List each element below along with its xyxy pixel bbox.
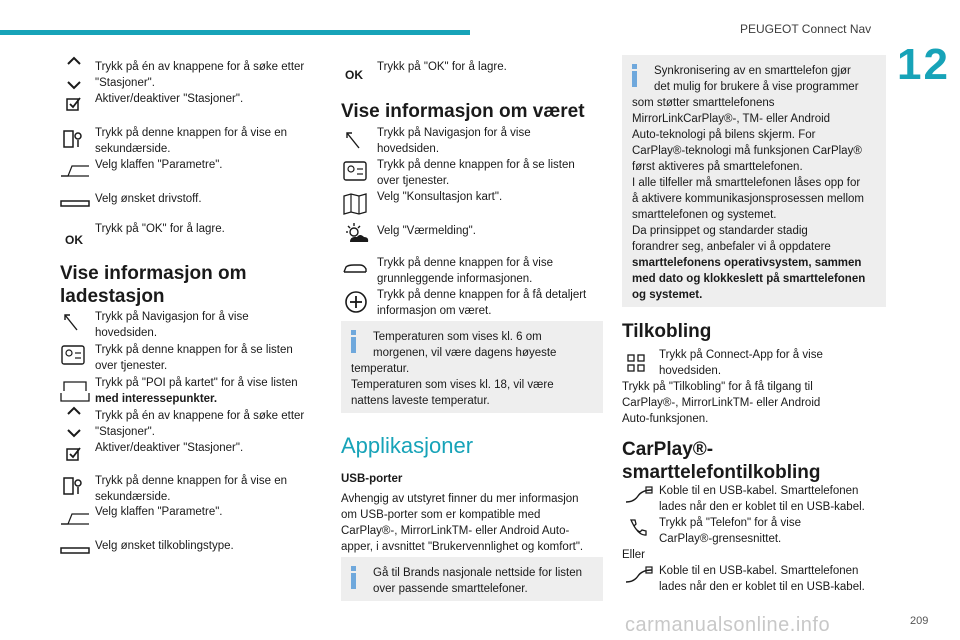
text-nav-main-w-2: hovedsiden. — [377, 143, 440, 155]
text-consult-map: Velg "Konsultasjon kart". — [377, 191, 503, 203]
text-poi: Trykk på "POI på kartet" for å vise listen — [95, 377, 298, 389]
navigation-arrow-icon-2 — [344, 130, 362, 152]
text-secondary-page-2: sekundærside. — [95, 143, 171, 155]
apps-grid-icon — [626, 353, 646, 373]
usb-text-1: Avhengig av utstyret finner du mer informasjon — [341, 493, 579, 505]
weather-icon — [342, 222, 370, 248]
phone-icon — [628, 518, 648, 538]
usb-text-4: apper, i avsnittet "Brukervennlighet og komfort". — [341, 541, 584, 553]
heading-weather: Vise informasjon om været — [341, 101, 585, 122]
text-ok-save: Trykk på "OK" for å lagre. — [95, 223, 225, 235]
text-usb-connect: Koble til en USB-kabel. Smarttelefonen — [659, 485, 859, 497]
text-poi-2: med interessepunkter. — [95, 393, 218, 405]
car-icon — [342, 263, 368, 275]
text-basic-info-2: grunnleggende informasjonen. — [377, 273, 533, 285]
ok-button-icon-2: OK — [345, 68, 363, 82]
text-search-stations-b: Trykk på én av knappene for å søke etter — [95, 410, 305, 422]
note-brand-site: Gå til Brands nasjonale nettside for listen over passende smarttelefoner. — [341, 557, 603, 601]
usb-cable-icon — [624, 486, 654, 506]
poi-map-icon — [60, 379, 90, 403]
tab-icon — [60, 164, 90, 178]
text-or: Eller — [622, 549, 646, 561]
text-nav-main-2: hovedsiden. — [95, 327, 158, 339]
settings-icon — [62, 128, 84, 150]
note-temperature: Temperaturen som vises kl. 6 om morgenen, vil være dagens høyeste temperatur. Temperaturen som vises kl. 18, vil være nattens laveste temperatur. — [341, 321, 603, 413]
text-usb-connect-2: lades når den er koblet til en USB-kabel. — [659, 501, 865, 513]
text-services-list-2: over tjenester. — [95, 360, 168, 372]
text-detail-info: Trykk på denne knappen for å få detaljert — [377, 289, 587, 301]
services-list-icon — [60, 344, 86, 366]
text-secondary-page: Trykk på denne knappen for å vise en — [95, 127, 287, 139]
settings-icon-2 — [62, 475, 84, 497]
chevron-up-icon-2 — [66, 406, 82, 416]
text-connection-access-2: CarPlay®-, MirrorLinkTM- eller Android — [622, 397, 821, 409]
services-list-icon-2 — [342, 160, 368, 182]
text-services-list-w-2: over tjenester. — [377, 175, 450, 187]
plus-circle-icon — [344, 290, 368, 314]
text-nav-main: Trykk på Navigasjon for å vise — [95, 311, 249, 323]
horizontal-bar-icon-2 — [60, 547, 90, 555]
usb-text-2: om USB-porter som er kompatible med — [341, 509, 541, 521]
chevron-down-icon-2 — [66, 428, 82, 438]
info-icon-2 — [351, 566, 356, 588]
text-connect-app: Trykk på Connect-App for å vise — [659, 349, 823, 361]
text-ok-save-2: Trykk på "OK" for å lagre. — [377, 61, 507, 73]
text-search-stations-b-2: "Stasjoner". — [95, 426, 155, 438]
heading-charging-station: Vise informasjon om ladestasjon — [60, 263, 247, 307]
heading-applications: Applikasjoner — [341, 433, 474, 458]
text-detail-info-2: informasjon om været. — [377, 305, 492, 317]
checkbox-icon — [66, 96, 82, 112]
text-basic-info: Trykk på denne knappen for å vise — [377, 257, 554, 269]
text-telephone: Trykk på "Telefon" for å vise — [659, 517, 801, 529]
chevron-up-icon — [66, 56, 82, 66]
text-toggle-stations: Aktiver/deaktiver "Stasjoner". — [95, 93, 244, 105]
info-icon-3 — [632, 64, 637, 86]
text-connection-access-3: Auto-funksjonen. — [622, 413, 709, 425]
navigation-arrow-icon — [62, 312, 80, 334]
text-connection-access: Trykk på "Tilkobling" for å få tilgang til — [622, 381, 813, 393]
info-icon — [351, 330, 356, 352]
text-nav-main-w: Trykk på Navigasjon for å vise — [377, 127, 531, 139]
header-accent-bar — [0, 30, 470, 35]
heading-carplay: CarPlay®- smarttelefontilkobling — [622, 439, 821, 483]
text-params-tab-b: Velg klaffen "Parametre". — [95, 506, 223, 518]
text-search-stations: Trykk på én av knappene for å søke etter — [95, 61, 305, 73]
note-sync: Synkronisering av en smarttelefon gjør det mulig for brukere å vise programmer som støtter smarttelefonens MirrorLinkCarPlay®-, TM- eller Android Auto-teknologi på bilens skjerm. For CarPlay®-teknologi må funksjonen CarPlay® først aktiveres på smarttelefonen. I alle tilfeller må smarttelefonen låses opp for å aktivere kommunikasjonsprosessen mellom smarttelefonen og systemet. Da prinsippet og standarder stadig forandrer seg, anbefaler vi å oppdatere smarttelefonens operativsystem, sammen med dato og klokkeslett på smarttelefonen og systemet. — [622, 55, 886, 307]
usb-cable-icon-2 — [624, 566, 654, 586]
text-usb-connect-b: Koble til en USB-kabel. Smarttelefonen — [659, 565, 859, 577]
text-fuel: Velg ønsket drivstoff. — [95, 193, 202, 205]
text-connect-app-2: hovedsiden. — [659, 365, 722, 377]
chevron-down-icon — [66, 80, 82, 90]
usb-ports-title: USB-porter — [341, 473, 403, 485]
text-weather-alert: Velg "Værmelding". — [377, 225, 476, 237]
text-services-list-w: Trykk på denne knappen for å se listen — [377, 159, 575, 171]
text-connection-type: Velg ønsket tilkoblingstype. — [95, 540, 234, 552]
usb-text-3: CarPlay®-, MirrorLinkTM- eller Android Auto- — [341, 525, 570, 537]
horizontal-bar-icon — [60, 200, 90, 208]
text-secondary-page-b: Trykk på denne knappen for å vise en — [95, 475, 287, 487]
map-icon — [342, 192, 368, 216]
watermark: carmanualsonline.info — [625, 614, 831, 636]
text-search-stations-2: "Stasjoner". — [95, 77, 155, 89]
page-number: 209 — [910, 615, 929, 627]
tab-icon-2 — [60, 512, 90, 526]
text-secondary-page-b-2: sekundærside. — [95, 491, 171, 503]
heading-connection: Tilkobling — [622, 321, 712, 342]
text-toggle-stations-b: Aktiver/deaktiver "Stasjoner". — [95, 442, 244, 454]
ok-button-icon: OK — [65, 233, 83, 247]
checkbox-icon-2 — [66, 446, 82, 462]
text-telephone-2: CarPlay®-grensesnittet. — [659, 533, 782, 545]
text-usb-connect-b-2: lades når den er koblet til en USB-kabel. — [659, 581, 865, 593]
header-title: PEUGEOT Connect Nav — [740, 22, 872, 36]
chapter-number: 12 — [897, 40, 950, 89]
text-services-list: Trykk på denne knappen for å se listen — [95, 344, 293, 356]
text-params-tab: Velg klaffen "Parametre". — [95, 159, 223, 171]
